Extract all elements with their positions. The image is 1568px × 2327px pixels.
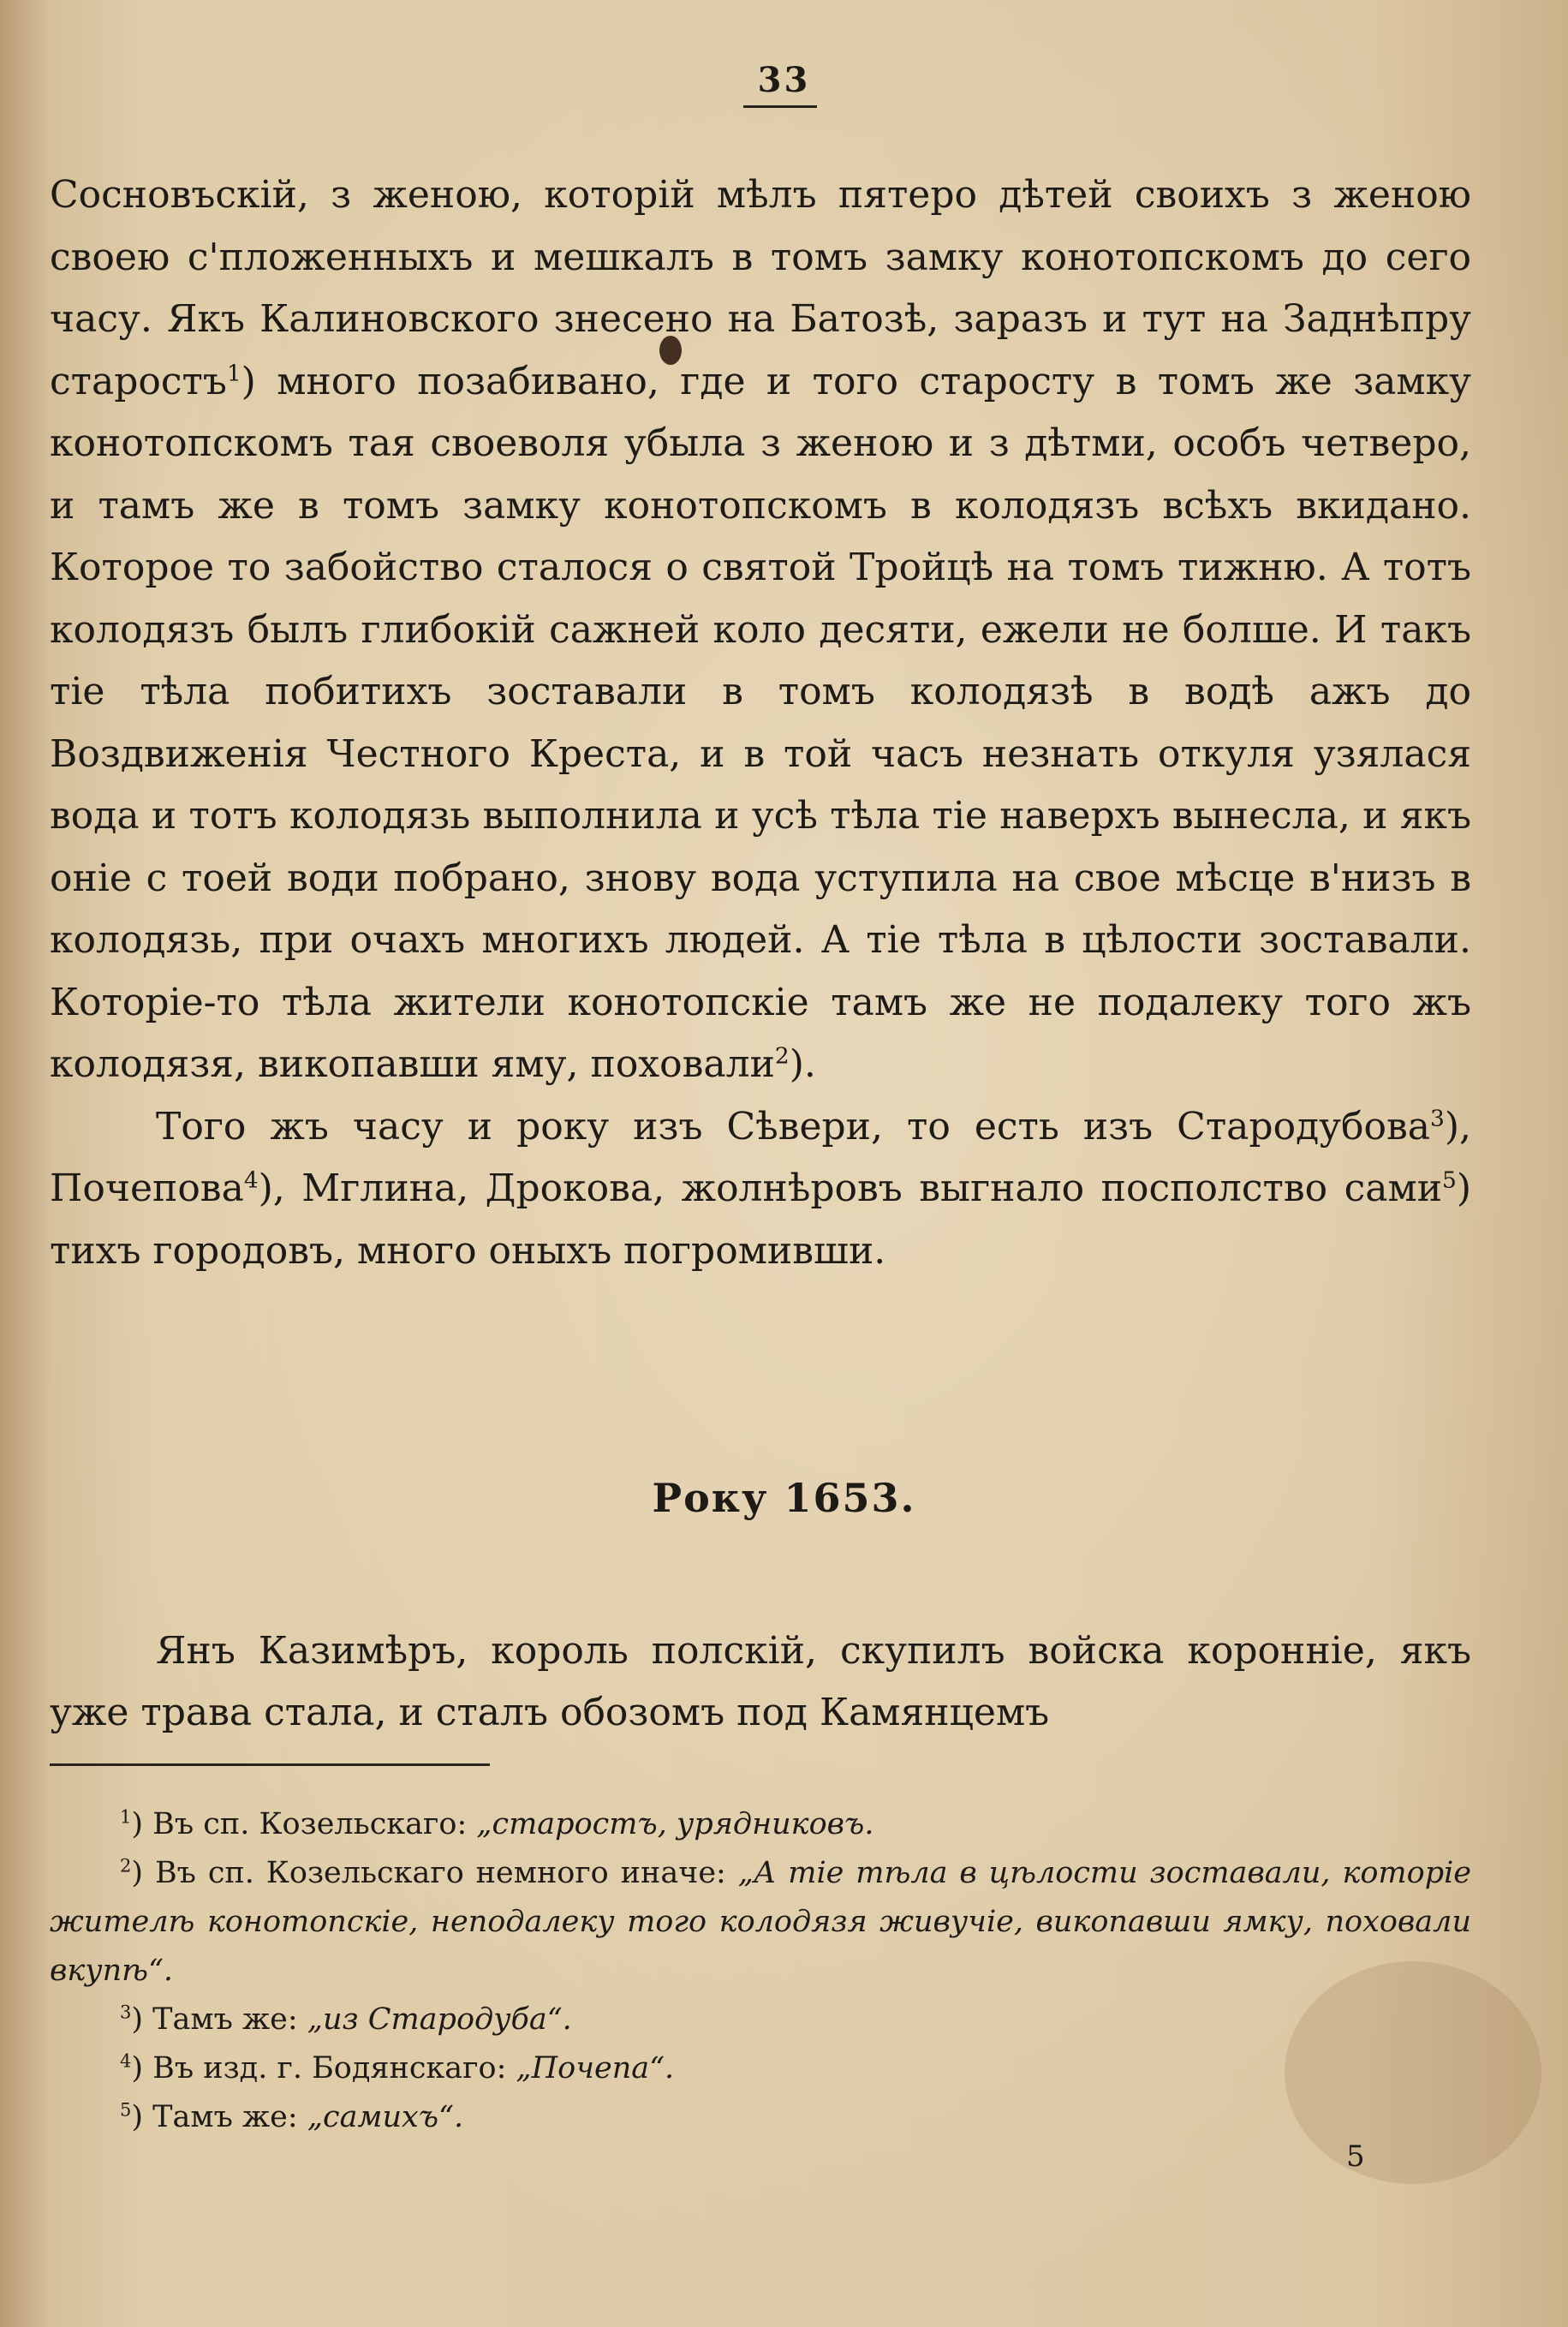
footnote-quote: „Почепа“.: [516, 2051, 675, 2085]
paragraph-1-text-cont: ) много позабивано, где и того старосту в томъ же замку конотопскомъ тая своеволя убыла з женою и з дѣтми, особъ четверо, и тамъ же в томъ замку конотопскомъ в колодязъ всѣхъ вкидано. Которое то забойство сталося о святой Тройцѣ на томъ тижню. А тотъ колодязъ былъ глибокій сажней коло десяти, ежели не болше. И такъ тіе тѣла побитихъ зоставали в томъ колодязѣ в водѣ ажъ до Воздвиженія Честного Креста, и в той часъ незнать откуля узялася вода и тотъ колодязь выполнила и усѣ тѣла тіе наверхъ вынесла, и якъ оніе с тоей води побрано, знову вода уступила на свое мѣсце в'низъ в колодязь, при очахъ многихъ людей. А тіе тѣла в цѣлости зоставали. Которіе-то тѣла жители конотопскіе тамъ же не подалеку того жъ колодязя, викопавши яму, поховали: [50, 359, 1471, 1086]
paragraph-1-text-end: ).: [789, 1042, 816, 1086]
footnote-lead: Тамъ же:: [152, 2100, 307, 2134]
footnote-lead: Въ сп. Козельскаго:: [152, 1807, 477, 1841]
footnotes: [50, 1800, 1471, 2142]
footnote-2: $^2$) Въ сп. Козельскаго немного иначе: „А тіе тѣла в цѣлости зоставали, которіе жителѣ конотопскіе, неподалеку того колодязя живучіе, викопавши ямку, поховали вкупѣ“.: [50, 1855, 1472, 1988]
footnote-mark: 5: [120, 2099, 132, 2121]
footnote-quote: „А тіе тѣла в цѣлости зоставали, которіе жителѣ конотопскіе, неподалеку того колодязя живучіе, викопавши ямку, поховали вкупѣ“.: [50, 1856, 1472, 1988]
footnote-lead: Въ сп. Козельскаго немного иначе:: [154, 1856, 738, 1890]
footnote-mark: 2: [120, 1855, 132, 1877]
footnote-ref-3: 3: [1430, 1104, 1445, 1131]
footnote-5: $^5$) Тамъ же: „самихъ“.: [120, 2099, 464, 2134]
signature-mark: 5: [1346, 2139, 1365, 2174]
footnote-lead: Тамъ же:: [152, 2002, 307, 2037]
footnote-quote: „самихъ“.: [307, 2100, 464, 2134]
main-text: [50, 164, 1471, 1282]
footnote-quote: „старостъ, урядниковъ.: [476, 1807, 874, 1841]
page-number: 33: [757, 60, 811, 100]
section-heading: Року 1653.: [652, 1475, 916, 1521]
footnote-separator: [50, 1763, 490, 1766]
footnote-ref-4: 4: [243, 1166, 259, 1194]
paragraph-2-seg3: ), Мглина, Дрокова, жолнѣровъ выгнало посполство сами: [258, 1166, 1443, 1210]
paragraph-2-seg1: Того жъ часу и року изъ Сѣвери, то есть изъ Стародубова: [156, 1104, 1431, 1149]
footnote-ref-2: 2: [774, 1042, 790, 1070]
footnote-ref-1: 1: [226, 359, 241, 386]
footnote-mark: 1: [120, 1806, 132, 1828]
paragraph-1: [50, 164, 1471, 1096]
footnote-mark: 3: [120, 2002, 132, 2023]
footnote-4: $^4$) Въ изд. г. Бодянскаго: „Почепа“.: [120, 2050, 675, 2085]
paragraph-1-text: Сосновъскій, з женою, которій мѣлъ пятеро дѣтей своихъ з женою своею с'пложенныхъ и мешкалъ в томъ замку конотопскомъ до сего часу. Якъ Калиновского знесено на Батозѣ, заразъ и тут на Заднѣпру старостъ: [50, 173, 1471, 403]
paragraph-3: Янъ Казимѣръ, король полскій, скупилъ войска коронніе, якъ уже трава стала, и сталъ обозомъ под Камянцемъ: [50, 1629, 1471, 1734]
paragraph-2-seg4: ) тихъ городовъ, много оныхъ погромивши.: [50, 1166, 1471, 1273]
footnote-3: $^3$) Тамъ же: „из Стародуба“.: [120, 2002, 572, 2037]
footnote-mark: 4: [120, 2050, 132, 2072]
paragraph-2: [50, 1096, 1471, 1283]
footnote-lead: Въ изд. г. Бодянскаго:: [152, 2051, 516, 2085]
footnote-1: $^1$) Въ сп. Козельскаго: „старостъ, урядниковъ.: [120, 1806, 874, 1841]
paragraph-2-seg2: ), Почепова: [50, 1104, 1471, 1210]
footnote-quote: „из Стародуба“.: [307, 2002, 572, 2037]
footnote-ref-5: 5: [1442, 1166, 1457, 1194]
page-number-underline: [743, 105, 817, 108]
